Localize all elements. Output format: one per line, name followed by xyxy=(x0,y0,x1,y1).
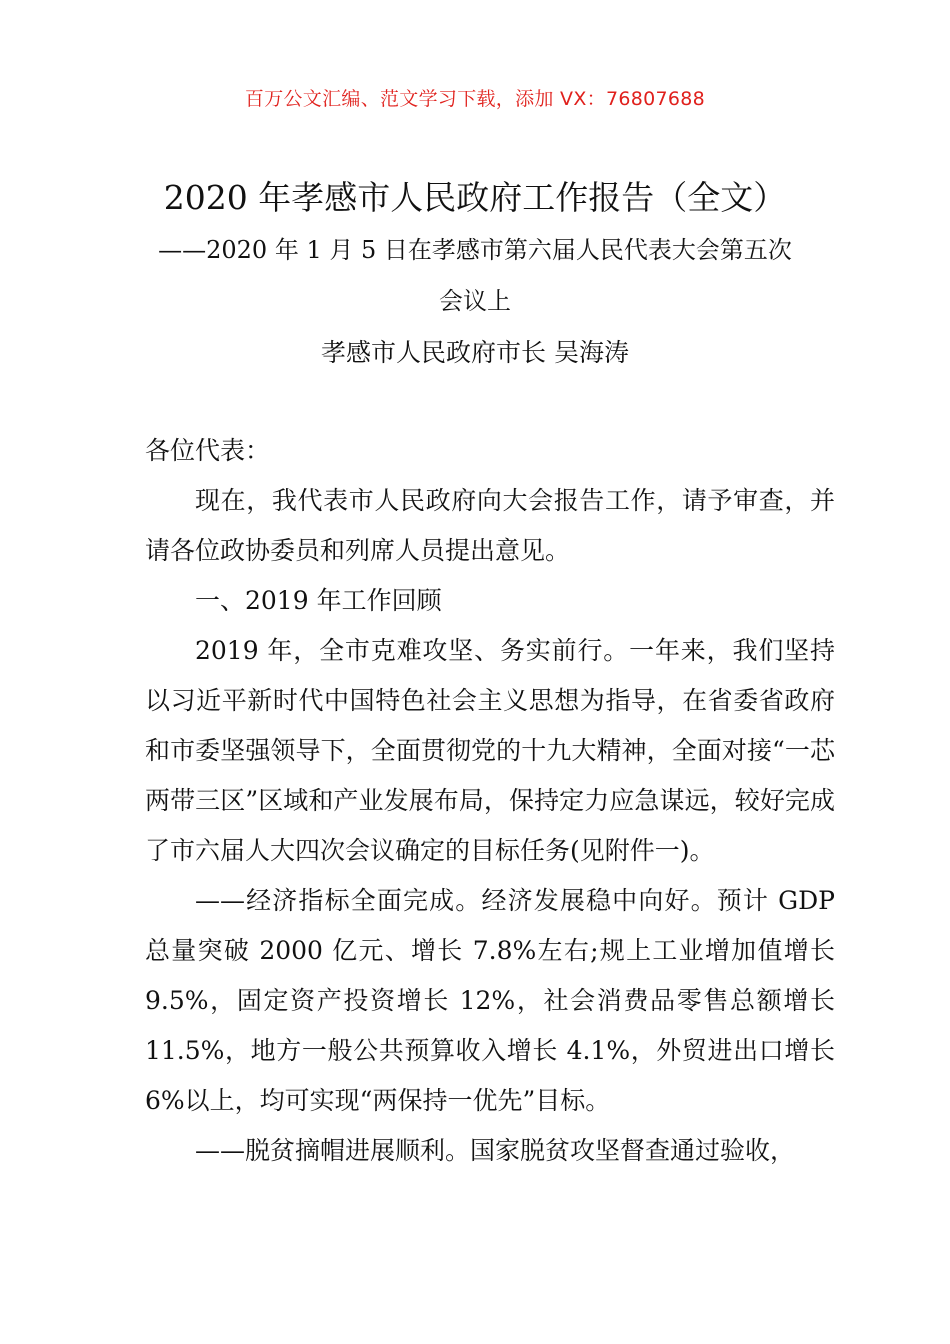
section-heading: 一、2019 年工作回顾 xyxy=(195,586,442,615)
document-body xyxy=(145,426,835,1176)
document-subtitle-line1: ——2020 年 1 月 5 日在孝感市第六届人民代表大会第五次 xyxy=(158,236,792,264)
paragraph-intro: 现在，我代表市人民政府向大会报告工作，请予审查，并请各位政协委员和列席人员提出意见。 xyxy=(145,486,835,565)
paragraph-poverty: ——脱贫摘帽进展顺利。国家脱贫攻坚督查通过验收， xyxy=(195,1136,796,1165)
salutation: 各位代表： xyxy=(145,436,271,465)
document-title: 2020 年孝感市人民政府工作报告（全文） xyxy=(163,178,787,217)
paragraph-economy: ——经济指标全面完成。经济发展稳中向好。预计 GDP 总量突破 2000 亿元、增长 7.8%左右;规上工业增加值增长 9.5%，固定资产投资增长 12%，社会消费品零售总额增长 11.5%，地方一般公共预算收入增长 4.1%，外贸进出口增长 6%以上，均可实现“两保持一优先”目标。 xyxy=(145,886,835,1115)
document-subtitle-line2: 会议上 xyxy=(439,287,511,315)
document-author: 孝感市人民政府市长 吴海涛 xyxy=(321,338,629,367)
promo-banner: 百万公文汇编、范文学习下载，添加 VX：76807688 xyxy=(244,88,706,110)
paragraph-review: 2019 年，全市克难攻坚、务实前行。一年来，我们坚持以习近平新时代中国特色社会主义思想为指导，在省委省政府和市委坚强领导下，全面贯彻党的十九大精神，全面对接“一芯两带三区”区域和产业发展布局，保持定力应急谋远，较好完成了市六届人大四次会议确定的目标任务(见附件一)。 xyxy=(145,636,835,865)
